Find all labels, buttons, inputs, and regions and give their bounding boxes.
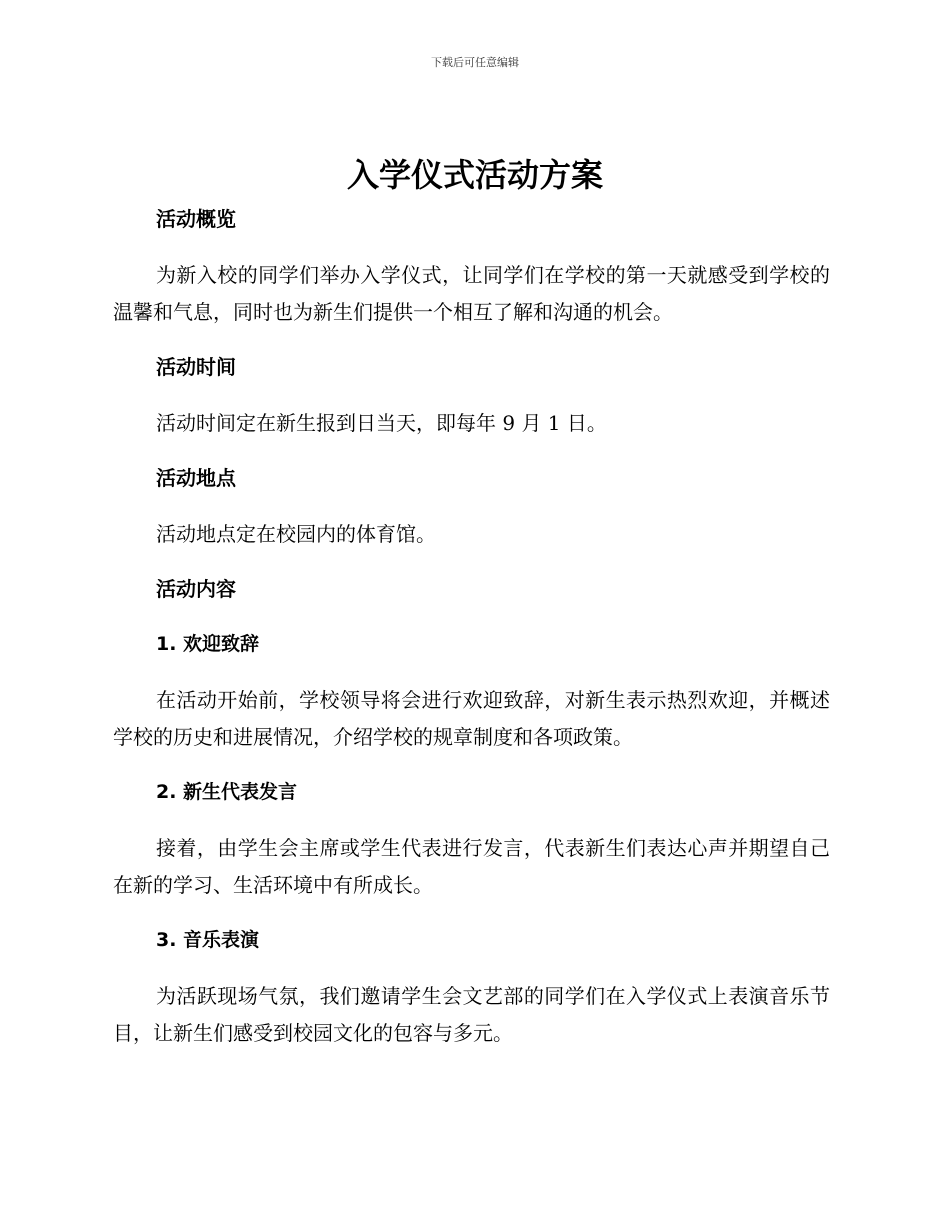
item-text-student-speech: 接着，由学生会主席或学生代表进行发言，代表新生们表达心声并期望自己在新的学习、生活环境中有所成长。: [113, 836, 830, 897]
section-text-location: 活动地点定在校园内的体育馆。: [156, 522, 436, 546]
section-heading-location: 活动地点: [156, 466, 236, 490]
item-heading-student-speech: 2. 新生代表发言: [156, 781, 298, 803]
item-heading-welcome-speech: 1. 欢迎致辞: [156, 633, 260, 655]
document-body: [113, 203, 830, 1052]
section-text-overview: 为新入校的同学们举办入学仪式，让同学们在学校的第一天就感受到学校的温馨和气息，同时也为新生们提供一个相互了解和沟通的机会。: [113, 263, 830, 324]
item-text-music-performance: 为活跃现场气氛，我们邀请学生会文艺部的同学们在入学仪式上表演音乐节目，让新生们感受到校园文化的包容与多元。: [113, 984, 830, 1045]
section-heading-time: 活动时间: [156, 355, 236, 379]
section-text-time: 活动时间定在新生报到日当天，即每年 9 月 1 日。: [156, 411, 607, 435]
item-text-welcome-speech: 在活动开始前，学校领导将会进行欢迎致辞，对新生表示热烈欢迎，并概述学校的历史和进展情况，介绍学校的规章制度和各项政策。: [113, 688, 830, 749]
document-title: 入学仪式活动方案: [346, 156, 603, 194]
item-heading-music-performance: 3. 音乐表演: [156, 929, 260, 951]
page-header-note: 下载后可任意编辑: [431, 56, 519, 69]
section-heading-overview: 活动概览: [156, 207, 236, 231]
section-heading-content: 活动内容: [156, 577, 236, 601]
